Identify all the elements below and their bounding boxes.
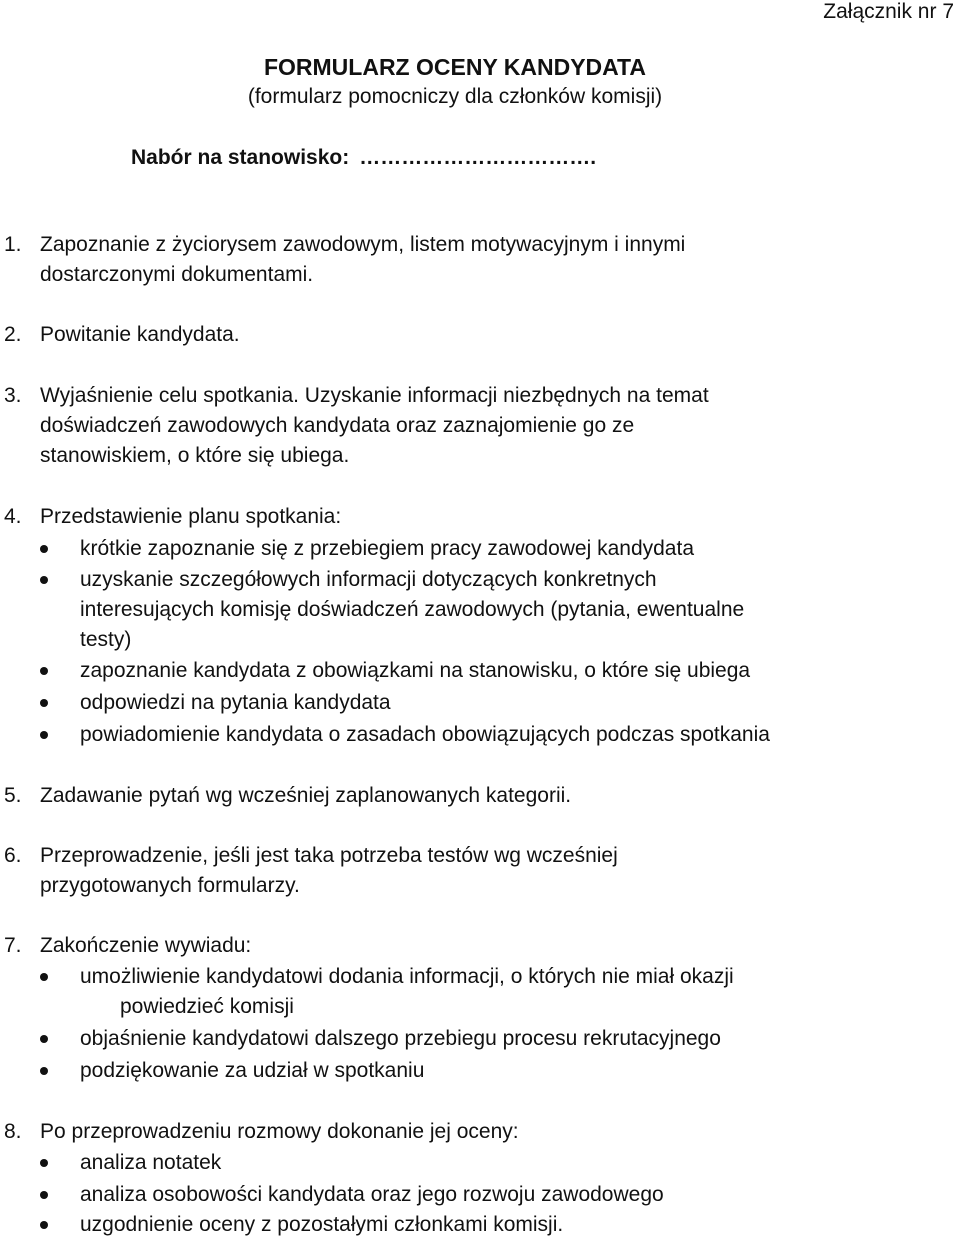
text-line: Po przeprowadzeniu rozmowy dokonanie jej oceny: xyxy=(40,1120,519,1143)
bullet-dot xyxy=(40,1159,48,1167)
text-line: interesujących komisję doświadczeń zawodowych (pytania, ewentualne xyxy=(80,598,745,621)
text-line: stanowiskiem, o które się ubiega. xyxy=(40,444,350,467)
text-line: testy) xyxy=(80,628,132,651)
step-number: 4. xyxy=(4,505,22,528)
step-text xyxy=(40,1117,940,1147)
bullet-text xyxy=(80,1180,950,1210)
text-line: podziękowanie za udział w spotkaniu xyxy=(80,1059,425,1082)
bullet-text xyxy=(80,1148,950,1178)
text-line: Zakończenie wywiadu: xyxy=(40,934,252,957)
text-line: objaśnienie kandydatowi dalszego przebiegu procesu rekrutacyjnego xyxy=(80,1027,721,1050)
text-line: Powitanie kandydata. xyxy=(40,323,240,346)
recruitment-label: Nabór na stanowisko: xyxy=(131,146,350,169)
text-line: zapoznanie kandydata z obowiązkami na stanowisku, o które się ubiega xyxy=(80,659,751,682)
bullet-dot xyxy=(40,699,48,707)
form-title: FORMULARZ OCENY KANDYDATA xyxy=(263,54,647,80)
step-text xyxy=(40,841,940,901)
text-line: przygotowanych formularzy. xyxy=(40,874,300,897)
bullet-dot xyxy=(40,545,48,553)
form-subtitle: (formularz pomocniczy dla członków komisji) xyxy=(247,85,663,108)
bullet-dot xyxy=(40,667,48,675)
step-text xyxy=(40,381,940,471)
bullet-text xyxy=(80,688,950,718)
step-number: 7. xyxy=(4,934,22,957)
text-line: powiedzieć komisji xyxy=(120,995,294,1018)
text-line: uzgodnienie oceny z pozostałymi członkami komisji. xyxy=(80,1213,564,1236)
bullet-text xyxy=(80,1056,950,1086)
text-line: Przedstawienie planu spotkania: xyxy=(40,505,342,528)
text-line: Zadawanie pytań wg wcześniej zaplanowanych kategorii. xyxy=(40,784,572,807)
bullet-text xyxy=(80,1024,950,1054)
bullet-dot xyxy=(40,731,48,739)
bullet-dot xyxy=(40,1191,48,1199)
annex-label: Załącznik nr 7 xyxy=(823,0,954,23)
bullet-text xyxy=(80,1210,950,1240)
text-line: Zapoznanie z życiorysem zawodowym, listem motywacyjnym i innymi xyxy=(40,233,686,256)
text-line: uzyskanie szczegółowych informacji dotyczących konkretnych xyxy=(80,568,657,591)
text-line: Przeprowadzenie, jeśli jest taka potrzeba testów wg wcześniej xyxy=(40,844,618,867)
bullet-text xyxy=(80,720,950,750)
bullet-text xyxy=(80,565,950,655)
step-text xyxy=(40,502,940,532)
step-number: 8. xyxy=(4,1120,22,1143)
text-line: umożliwienie kandydatowi dodania informacji, o których nie miał okazji xyxy=(80,965,734,988)
text-line: analiza osobowości kandydata oraz jego rozwoju zawodowego xyxy=(80,1183,664,1206)
step-number: 5. xyxy=(4,784,22,807)
text-line: krótkie zapoznanie się z przebiegiem pracy zawodowej kandydata xyxy=(80,537,695,560)
bullet-dot xyxy=(40,1035,48,1043)
text-line: analiza notatek xyxy=(80,1151,222,1174)
bullet-dot xyxy=(40,576,48,584)
text-line: odpowiedzi na pytania kandydata xyxy=(80,691,391,714)
step-text xyxy=(40,320,940,350)
bullet-text xyxy=(80,534,950,564)
bullet-dot xyxy=(40,973,48,981)
step-text xyxy=(40,230,940,290)
bullet-dot xyxy=(40,1067,48,1075)
text-line: dostarczonymi dokumentami. xyxy=(40,263,314,286)
step-number: 2. xyxy=(4,323,22,346)
step-number: 3. xyxy=(4,384,22,407)
recruitment-blank: ……………………………. xyxy=(359,146,597,169)
text-line: doświadczeń zawodowych kandydata oraz zaznajomienie go ze xyxy=(40,414,635,437)
bullet-text xyxy=(80,656,950,686)
step-text xyxy=(40,931,940,961)
step-text xyxy=(40,781,940,811)
bullet-dot xyxy=(40,1221,48,1229)
text-line: powiadomienie kandydata o zasadach obowiązujących podczas spotkania xyxy=(80,723,770,746)
step-number: 6. xyxy=(4,844,22,867)
step-number: 1. xyxy=(4,233,22,256)
bullet-text xyxy=(80,962,950,1022)
recruitment-line xyxy=(131,144,596,172)
text-line: Wyjaśnienie celu spotkania. Uzyskanie informacji niezbędnych na temat xyxy=(40,384,709,407)
